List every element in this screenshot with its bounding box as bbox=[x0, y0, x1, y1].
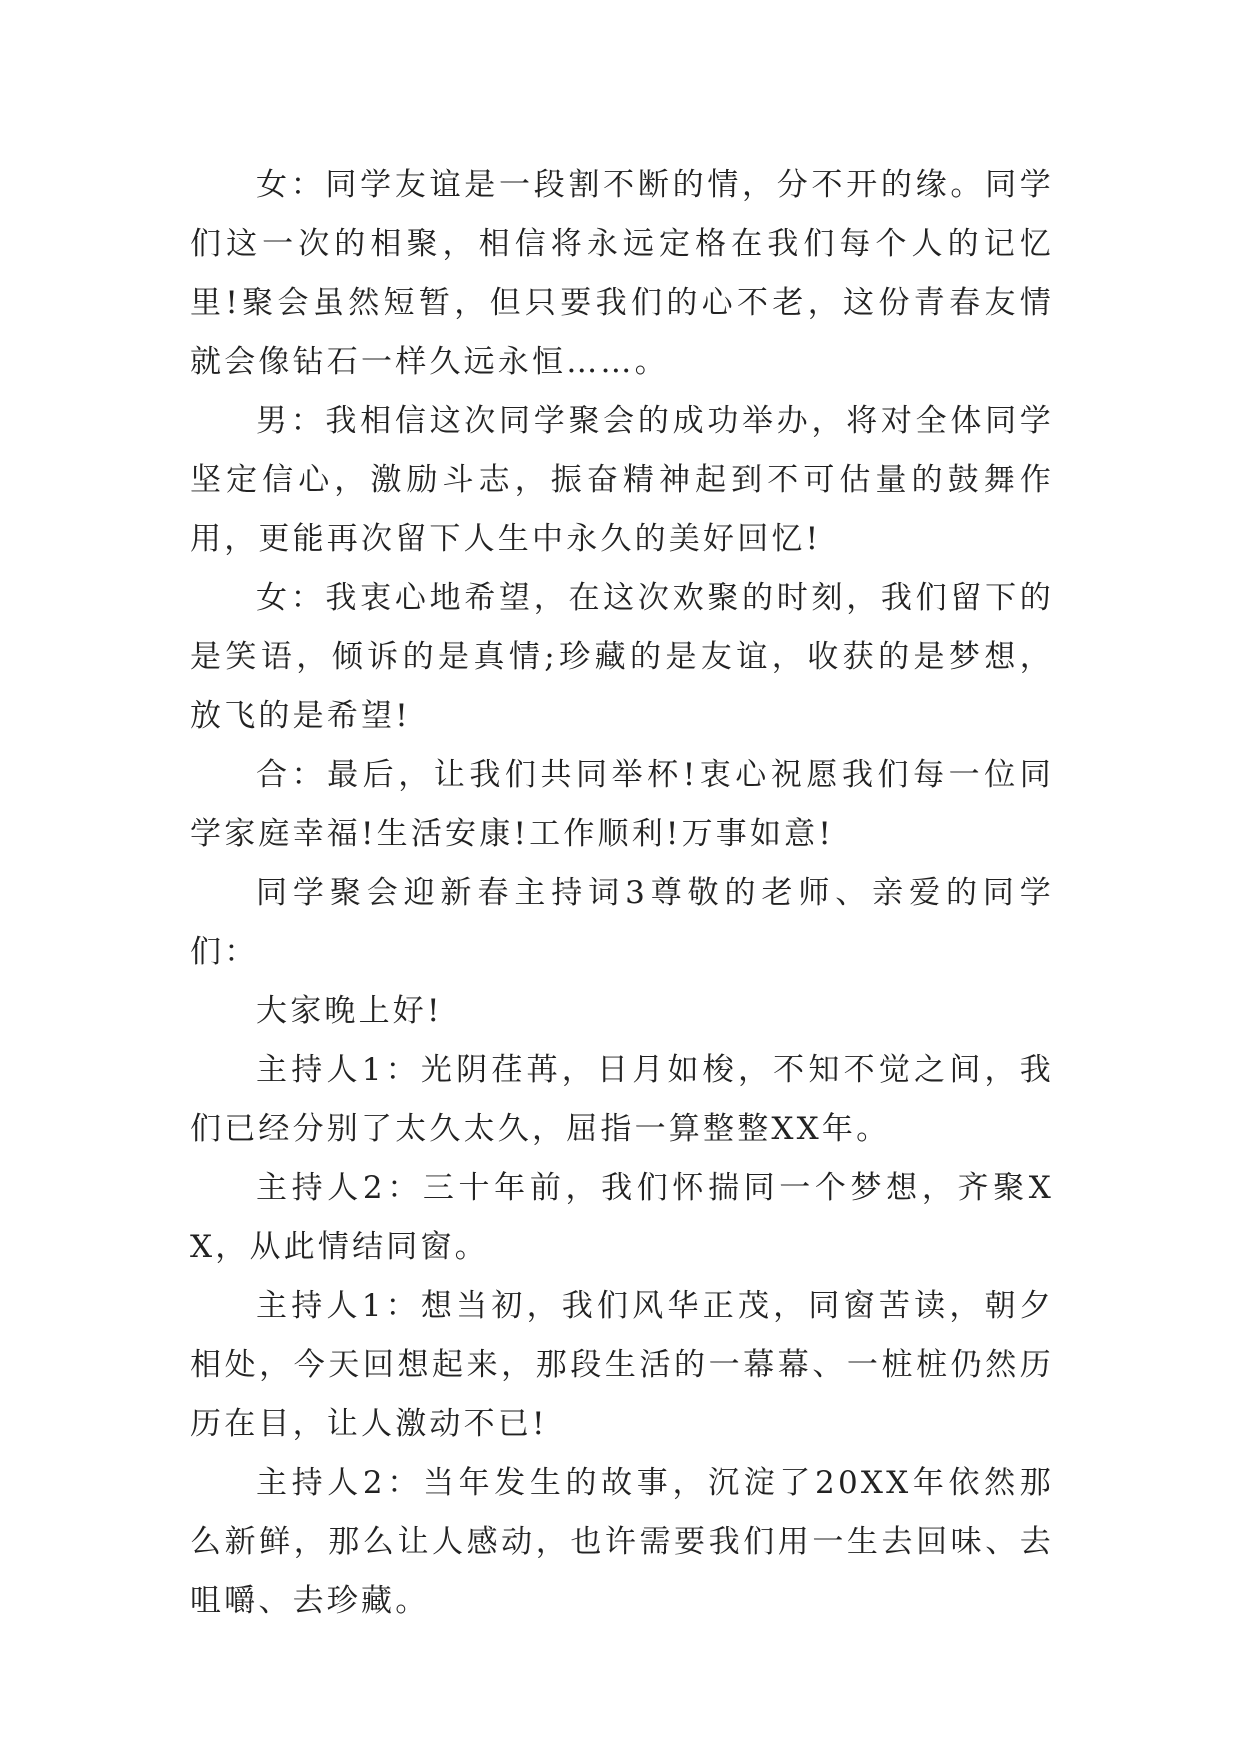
paragraph: 同学聚会迎新春主持词3尊敬的老师、亲爱的同学们： bbox=[190, 875, 1054, 970]
paragraph: 主持人2：当年发生的故事，沉淀了20XX年依然那么新鲜，那么让人感动，也许需要我们用一生去回味、去咀嚼、去珍藏。 bbox=[190, 1465, 1054, 1619]
paragraph: 男：我相信这次同学聚会的成功举办，将对全体同学坚定信心，激励斗志，振奋精神起到不可估量的鼓舞作用，更能再次留下人生中永久的美好回忆! bbox=[190, 403, 1054, 557]
paragraph: 主持人2：三十年前，我们怀揣同一个梦想，齐聚XX，从此情结同窗。 bbox=[190, 1170, 1054, 1265]
paragraph: 主持人1：想当初，我们风华正茂，同窗苦读，朝夕相处，今天回想起来，那段生活的一幕幕、一桩桩仍然历历在目，让人激动不已! bbox=[190, 1288, 1054, 1442]
paragraph: 女：我衷心地希望，在这次欢聚的时刻，我们留下的是笑语，倾诉的是真情;珍藏的是友谊，收获的是梦想，放飞的是希望! bbox=[190, 580, 1054, 734]
paragraph: 主持人1：光阴荏苒，日月如梭，不知不觉之间，我们已经分别了太久太久，屈指一算整整XX年。 bbox=[190, 1052, 1054, 1147]
paragraph: 大家晚上好! bbox=[256, 993, 443, 1029]
document-body bbox=[190, 156, 1054, 1631]
paragraph: 女：同学友谊是一段割不断的情，分不开的缘。同学们这一次的相聚，相信将永远定格在我们每个人的记忆里!聚会虽然短暂，但只要我们的心不老，这份青春友情就会像钻石一样久远永恒……。 bbox=[190, 167, 1054, 380]
paragraph: 合：最后，让我们共同举杯!衷心祝愿我们每一位同学家庭幸福!生活安康!工作顺利!万事如意! bbox=[190, 757, 1054, 852]
